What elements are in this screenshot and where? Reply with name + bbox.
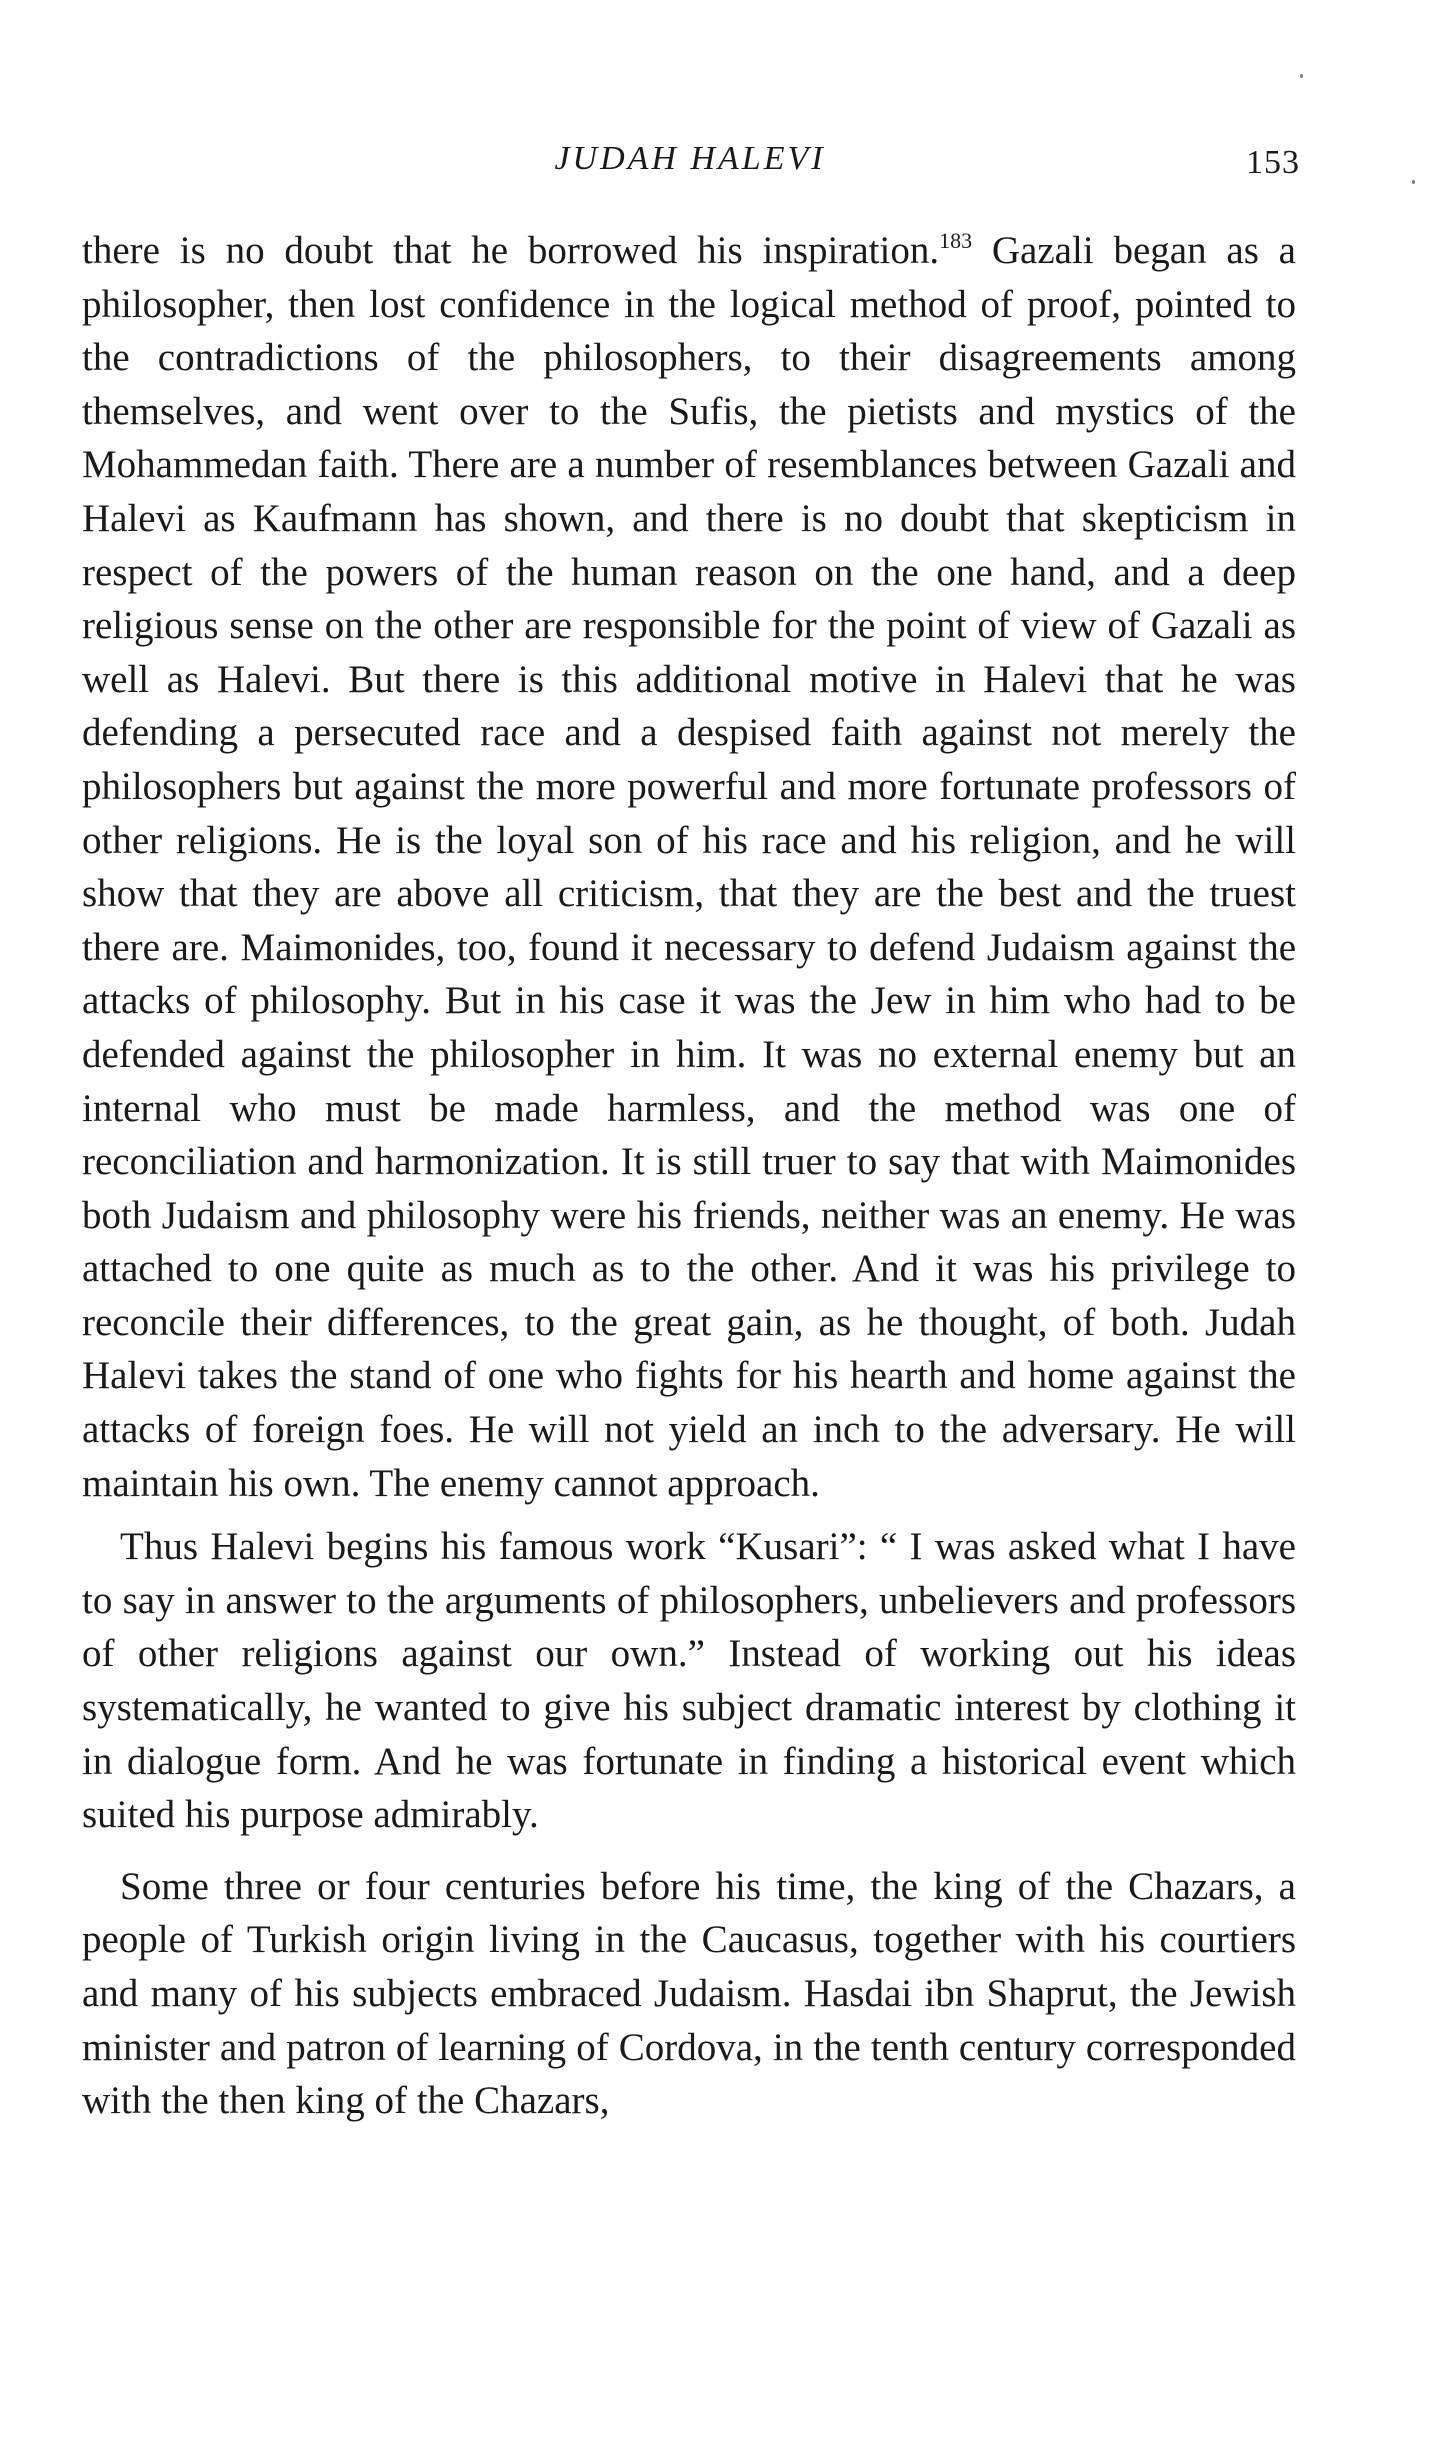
paragraph-3: Some three or four centuries before his time, the king of the Chazars, a people of Turkish origin living in the Caucasus, together with his courtiers and many of his subjects embraced Judaism. Hasdai ibn Shaprut, the Jewish minister and patron of learning of Cordova, in the tenth century corresponded with the then king of the Chazars, <box>82 1864 1296 2123</box>
paragraph-1-lead: there is no doubt that he borrowed his inspiration. <box>82 229 940 272</box>
footnote-ref-183: 183 <box>939 228 973 253</box>
running-head <box>80 140 1300 200</box>
scan-speck <box>1300 74 1303 78</box>
paragraph-2: Thus Halevi begins his famous work “Kusari”: “ I was asked what I have to say in answer to the arguments of philosophers, unbelievers and professors of other religions against our own.” Instead of working out his ideas systematically, he wanted to give his subject dramatic interest by clothing it in dialogue form. And he was fortunate in finding a historical event which suited his purpose admirably. <box>82 1525 1296 1837</box>
paragraph-1-rest: Gazali began as a philosopher, then lost confidence in the logical method of proof, pointed to the contradictions of the philosophers, to their disagreements among themselves, and went over to the Sufis, the pietists and mystics of the Mohammedan faith. There are a number of resemblances between Gazali and Halevi as Kaufmann has shown, and there is no doubt that skepticism in respect of the powers of the human reason on the one hand, and a deep religious sense on the other are responsible for the point of view of Gazali as well as Halevi. But there is this additional motive in Halevi that he was defending a persecuted race and a despised faith against not merely the philosophers but against the more powerful and more fortunate professors of other religions. He is the loyal son of his race and his religion, and he will show that they are above all criticism, that they are the best and the truest there are. Maimonides, too, found it necessary to defend Judaism against the attacks of philosophy. But in his case it was the Jew in him who had to be defended against the philosopher in him. It was no external enemy but an internal who must be made harmless, and the method was one of reconciliation and harmonization. It is still truer to say that with Maimonides both Judaism and philosophy were his friends, neither was an enemy. He was attached to one quite as much as to the other. And it was his privilege to reconcile their differences, to the great gain, as he thought, of both. Judah Halevi takes the stand of one who fights for his hearth and home against the attacks of foreign foes. He will not yield an inch to the adversary. He will maintain his own. The enemy cannot approach. <box>82 229 1296 1505</box>
body-text <box>82 224 1296 2128</box>
paragraph-1 <box>82 224 1296 1510</box>
scan-speck <box>1412 180 1415 184</box>
running-title: JUDAH HALEVI <box>554 140 826 177</box>
page-number: 153 <box>1246 144 1300 181</box>
